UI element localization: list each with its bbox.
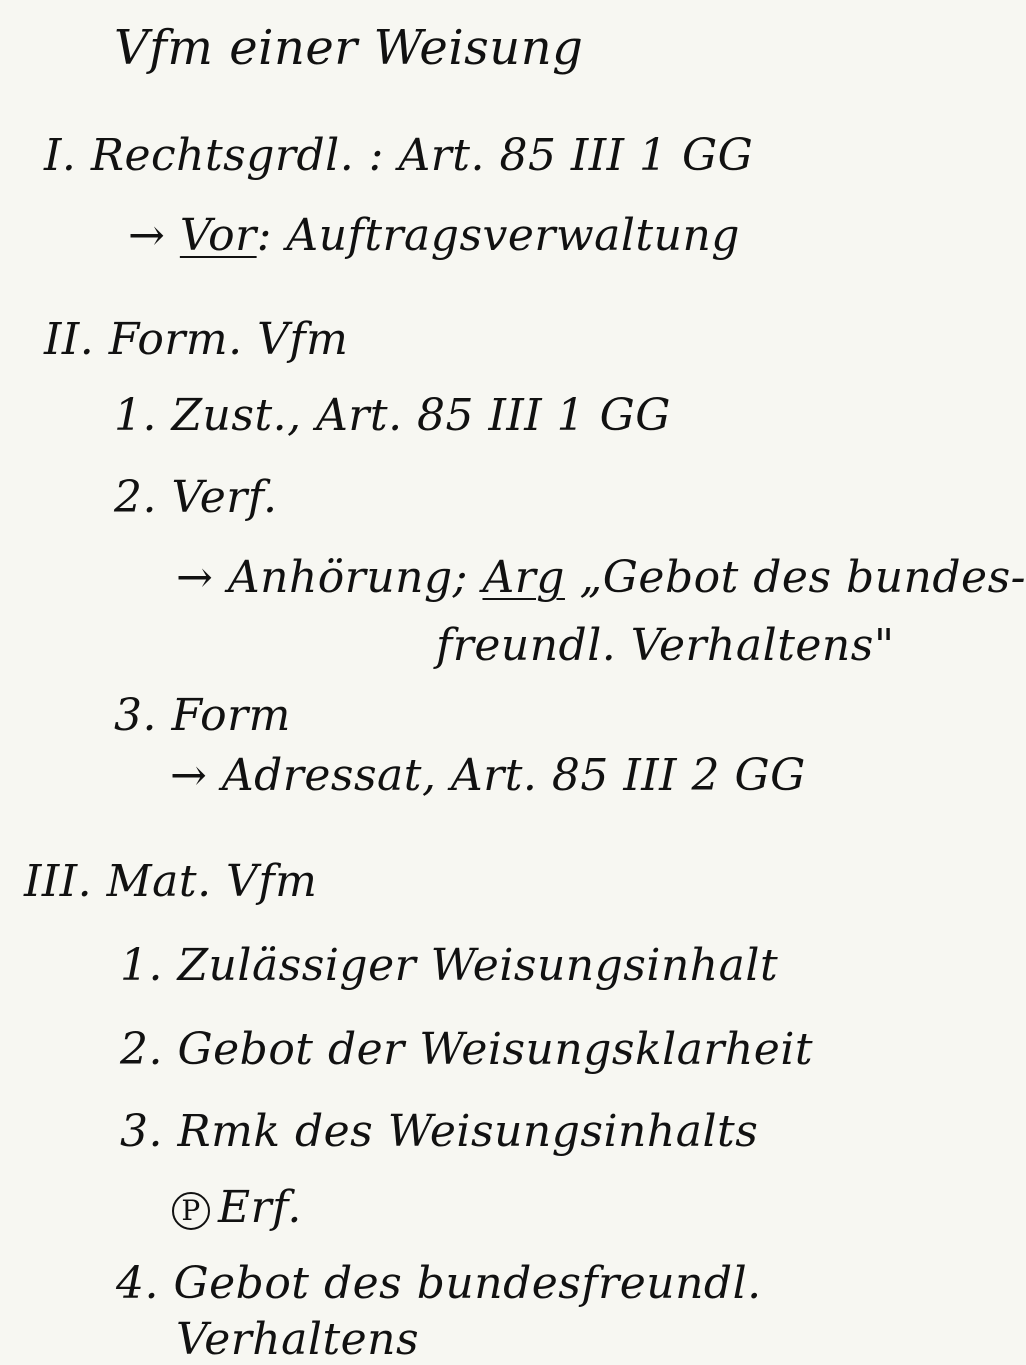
- section-3-item-3-subline: [172, 1182, 302, 1233]
- section-3-item-1: 1. Zulässiger Weisungsinhalt: [120, 940, 779, 991]
- section-2-item-2: 2. Verf.: [114, 472, 278, 523]
- circled-letter-icon: P: [172, 1192, 210, 1230]
- section-3-heading: III. Mat. Vfm: [24, 856, 318, 907]
- section-3-item-3: 3. Rmk des Weisungsinhalts: [120, 1106, 759, 1157]
- underlined-word: Arg: [482, 552, 565, 603]
- section-1-arrow-line: [128, 210, 740, 261]
- arrow-prefix: → Anhörung;: [176, 552, 483, 603]
- arrow-rest: : Auftragsverwaltung: [256, 210, 740, 261]
- section-2-item-2-continuation: freundl. Verhaltens": [436, 620, 895, 671]
- underlined-word: Vor: [179, 210, 257, 261]
- section-3-item-4: 4. Gebot des bundesfreundl.: [116, 1258, 762, 1309]
- section-1-heading: I. Rechtsgrdl. : Art. 85 III 1 GG: [44, 130, 754, 181]
- section-2-heading: II. Form. Vfm: [44, 314, 349, 365]
- section-2-item-3: 3. Form: [114, 690, 291, 741]
- section-2-item-3-arrow-line: → Adressat, Art. 85 III 2 GG: [170, 750, 806, 801]
- page-title: Vfm einer Weisung: [114, 20, 584, 76]
- arrow-prefix: →: [128, 210, 180, 261]
- section-2-item-1: 1. Zust., Art. 85 III 1 GG: [114, 390, 671, 441]
- subline-text: Erf.: [218, 1182, 302, 1233]
- section-3-item-4-continuation: Verhaltens: [176, 1314, 420, 1365]
- section-2-item-2-arrow-line: [176, 552, 1026, 603]
- section-3-item-2: 2. Gebot der Weisungsklarheit: [120, 1024, 814, 1075]
- arrow-rest: „Gebot des bundes-: [564, 552, 1026, 603]
